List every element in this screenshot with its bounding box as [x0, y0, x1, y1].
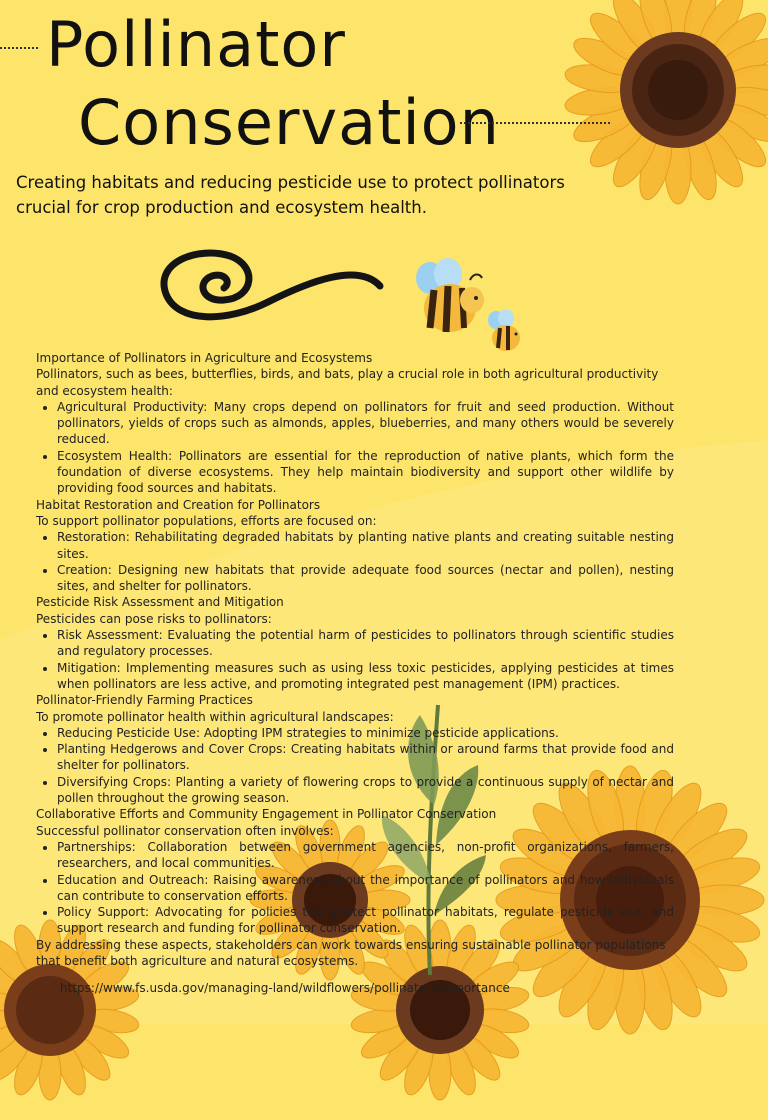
list-item: • Planting Hedgerows and Cover Crops: Creating habitats within or around farms that provide food and shelter for pollinators.	[57, 741, 674, 774]
page-subtitle: Creating habitats and reducing pesticide use to protect pollinators crucial for crop production and ecosystem health.	[16, 173, 565, 217]
list-item: • Agricultural Productivity: Many crops depend on pollinators for fruit and seed production. Without pollinators, yields of crops such as almonds, apples, blueberries, and many others would be severely reduced.	[57, 399, 674, 448]
section-heading: Habitat Restoration and Creation for Pollinators	[36, 497, 321, 512]
section-heading: Pesticide Risk Assessment and Mitigation	[36, 595, 284, 610]
list-item: • Mitigation: Implementing measures such as using less toxic pesticides, applying pesticides at times when pollinators are less active, and promoting integrated pest management (IPM) practices.	[57, 660, 674, 693]
list-item: • Reducing Pesticide Use: Adopting IPM strategies to minimize pesticide applications.	[57, 725, 674, 741]
bullet-list	[36, 627, 674, 692]
list-item: • Policy Support: Advocating for policies that protect pollinator habitats, regulate pesticide use, and support research and funding for pollinator conservation.	[57, 904, 674, 937]
list-item: • Restoration: Rehabilitating degraded habitats by planting native plants and creating suitable nesting sites.	[57, 529, 674, 562]
conclusion: By addressing these aspects, stakeholders can work towards ensuring sustainable pollinator populations that benefit both agriculture and natural ecosystems.	[36, 937, 666, 968]
page-title-line1: Pollinator	[46, 8, 346, 81]
section-intro: To promote pollinator health within agricultural landscapes:	[36, 709, 394, 724]
page-title-line2: Conservation	[78, 86, 500, 159]
list-item: • Education and Outreach: Raising awareness about the importance of pollinators and how individuals can contribute to conservation efforts.	[57, 872, 674, 905]
title-dotted-line-left	[0, 47, 38, 49]
list-item: • Creation: Designing new habitats that provide adequate food sources (nectar and pollen), nesting sites, and shelter for pollinators.	[57, 562, 674, 595]
bullet-list	[36, 725, 674, 806]
list-item: • Partnerships: Collaboration between government agencies, non-profit organizations, farmers, researchers, and local communities.	[57, 839, 674, 872]
list-item: • Ecosystem Health: Pollinators are essential for the reproduction of native plants, which form the foundation of diverse ecosystems. They help maintain biodiversity and support other wildlife by providing food sources and habitats.	[57, 448, 674, 497]
article-body	[36, 350, 674, 969]
section-intro: Successful pollinator conservation often involves:	[36, 823, 334, 838]
section-heading: Collaborative Efforts and Community Engagement in Pollinator Conservation	[36, 807, 497, 822]
section-intro: Pesticides can pose risks to pollinators:	[36, 611, 272, 626]
bullet-list	[36, 529, 674, 594]
bee-small-icon	[484, 310, 524, 352]
title-dotted-line-right	[460, 122, 610, 124]
bullet-list	[36, 839, 674, 937]
bee-large-icon	[408, 258, 492, 338]
section-heading: Importance of Pollinators in Agriculture and Ecosystems	[36, 351, 373, 365]
section-intro: To support pollinator populations, efforts are focused on:	[36, 513, 377, 528]
section-heading: Pollinator-Friendly Farming Practices	[36, 693, 253, 708]
list-item: • Diversifying Crops: Planting a variety of flowering crops to provide a continuous supply of nectar and pollen throughout the growing season.	[57, 774, 674, 807]
list-item: • Risk Assessment: Evaluating the potential harm of pesticides to pollinators through scientific studies and regulatory processes.	[57, 627, 674, 660]
source-link[interactable]: https://www.fs.usda.gov/managing-land/wildflowers/pollinators/importance	[60, 981, 510, 995]
section-intro: Pollinators, such as bees, butterflies, birds, and bats, play a crucial role in both agricultural productivity and ecosystem health:	[36, 367, 659, 398]
bullet-list	[36, 399, 674, 497]
swirl-icon	[158, 242, 388, 332]
